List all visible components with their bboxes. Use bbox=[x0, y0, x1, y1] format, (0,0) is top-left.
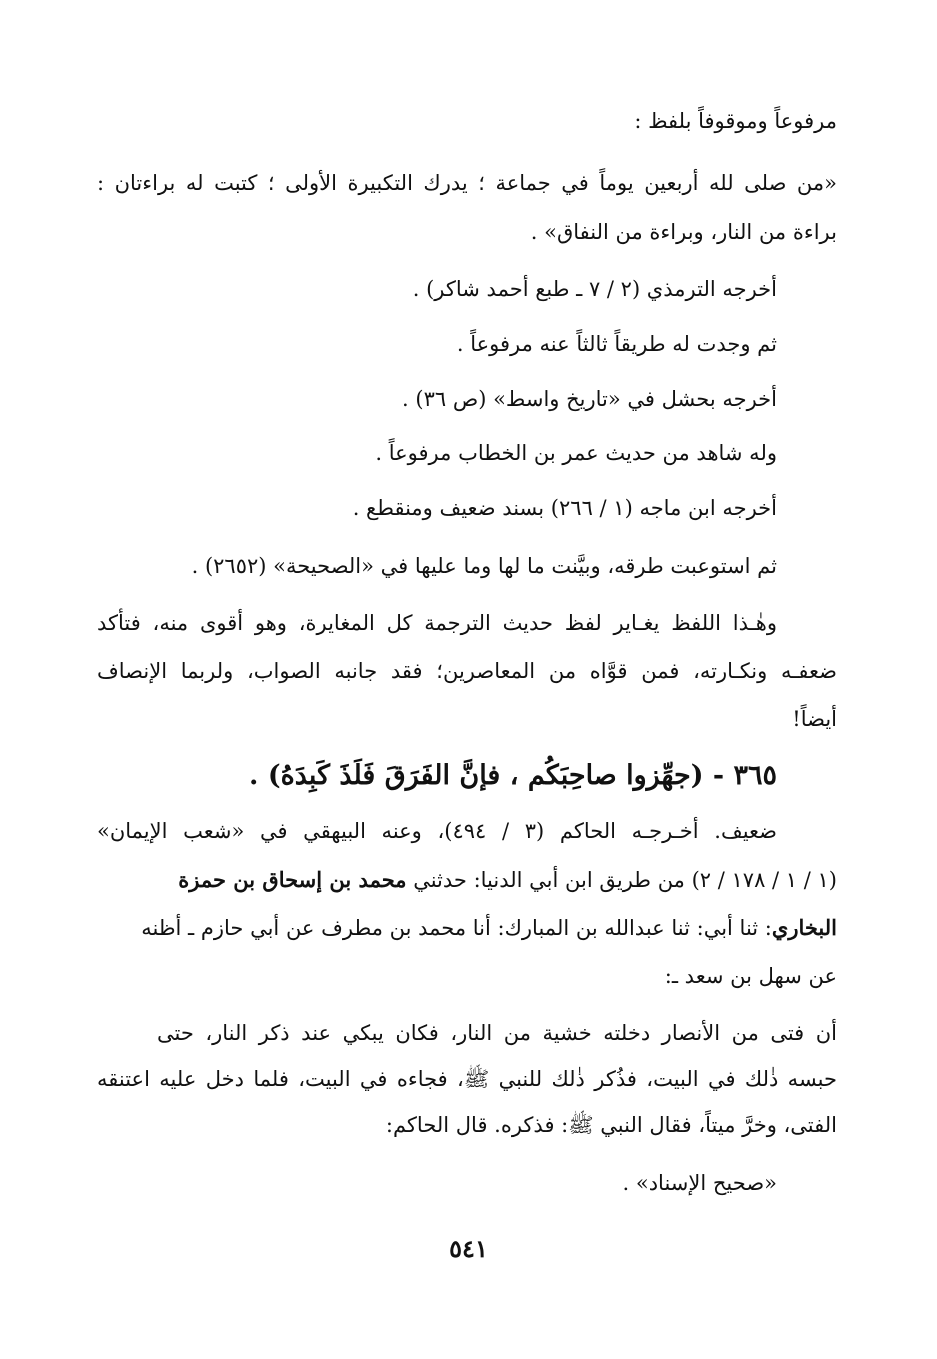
page-number: ٥٤١ bbox=[449, 1234, 488, 1263]
text-line: وله شاهد من حديث عمر بن الخطاب مرفوعاً . bbox=[375, 441, 777, 465]
hadith-text-line: الفتى، وخرَّ ميتاً، فقال النبي ﷺ: فذكره. قال الحاكم: bbox=[385, 1113, 837, 1137]
takhrij-line bbox=[97, 865, 837, 895]
text-line: أخرجه ابن ماجه (١ / ٢٦٦) بسند ضعيف ومنقطع . bbox=[352, 496, 777, 520]
narrator-name: البخاري bbox=[771, 915, 837, 940]
text-line: أخرجه الترمذي (٢ / ٧ ـ طبع أحمد شاكر) . bbox=[412, 277, 777, 301]
quote-line: «صحيح الإسناد» . bbox=[622, 1171, 777, 1195]
narrator-name: محمد بن إسحاق بن حمزة bbox=[178, 867, 407, 892]
takhrij-line: عن سهل بن سعد ـ: bbox=[664, 964, 837, 988]
hadith-text-line: أن فتى من الأنصار دخلته خشية من النار، فكان يبكي عند ذكر النار، حتى bbox=[157, 1021, 837, 1045]
text-line: أخرجه بحشل في «تاريخ واسط» (ص ٣٦) . bbox=[402, 387, 777, 411]
paragraph-line: وهٰـذا اللفظ يغـاير لفظ حديث الترجمة كل المغايرة، وهو أقوى منه، فتأكد bbox=[97, 611, 777, 635]
text-line: مرفوعاً وموقوفاً بلفظ : bbox=[634, 109, 837, 133]
hadith-text-line: حبسه ذٰلك في البيت، فذُكر ذٰلك للنبي ﷺ، فجاءه في البيت، فلما دخل عليه اعتنقه bbox=[97, 1067, 837, 1091]
takhrij-text: (١ / ١ / ١٧٨ / ٢) من طريق ابن أبي الدنيا: حدثني bbox=[406, 868, 837, 892]
paragraph-line: ضعفـه ونكـارته، فمن قوَّاه من المعاصرين؛ فقد جانبه الصواب، ولربما الإنصاف bbox=[97, 659, 837, 683]
text-line: ثم وجدت له طريقاً ثالثاً عنه مرفوعاً . bbox=[456, 332, 777, 356]
takhrij-line: ضعيف. أخـرجـه الحاكم (٣ / ٤٩٤)، وعنه البيهقي في «شعب الإيمان» bbox=[97, 819, 777, 843]
takhrij-line bbox=[97, 913, 837, 943]
hadith-heading: ٣٦٥ - (جهِّزوا صاحِبَكُم ، فإنَّ الفَرَقَ فَلَذَ كَبِدَهُ) . bbox=[249, 760, 777, 791]
quote-line: «من صلى لله أربعين يوماً في جماعة ؛ يدرك التكبيرة الأولى ؛ كتبت له براءتان : bbox=[97, 171, 837, 195]
quote-line: براءة من النار، وبراءة من النفاق» . bbox=[530, 220, 837, 244]
takhrij-text: : ثنا أبي: ثنا عبدالله بن المبارك: أنا محمد بن مطرف عن أبي حازم ـ أظنه bbox=[141, 916, 772, 940]
text-line: ثم استوعبت طرقه، وبيَّنت ما لها وما عليها في «الصحيحة» (٢٦٥٢) . bbox=[191, 554, 777, 578]
paragraph-line: أيضاً! bbox=[792, 707, 837, 731]
